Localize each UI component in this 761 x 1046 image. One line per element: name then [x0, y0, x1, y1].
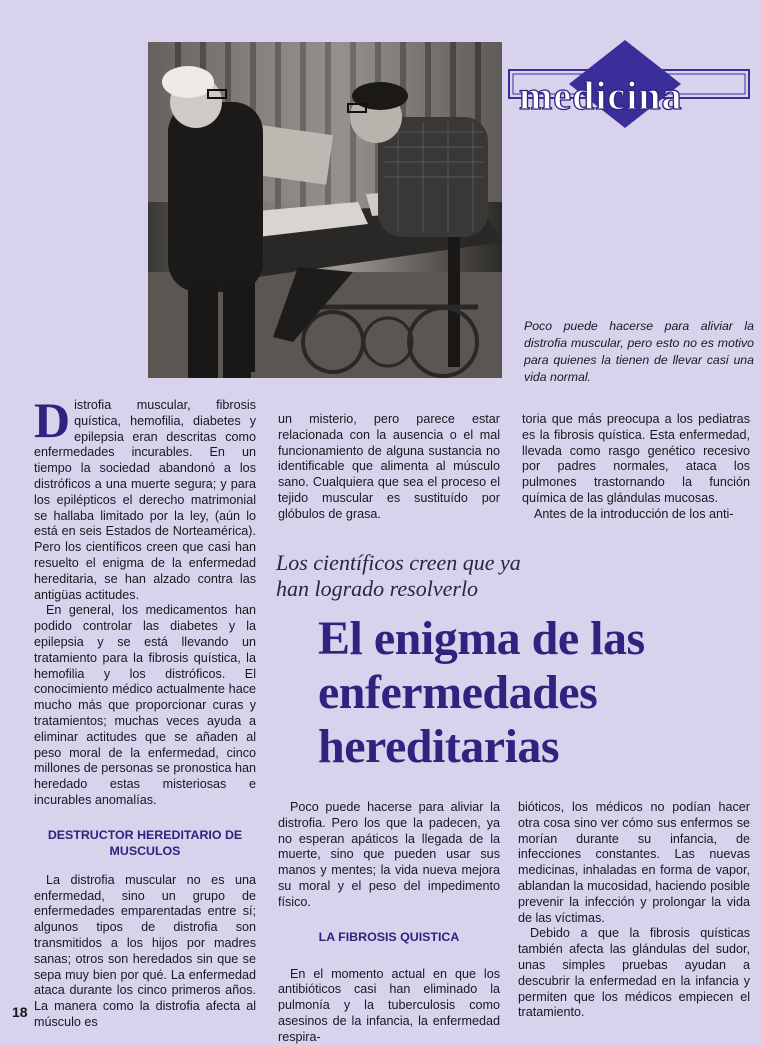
paragraph: un misterio, pero parece estar relacionada con la ausencia o el mal funcionamiento de alguna sustancia no identificable que alimenta al músculo sano. Cualquiera que sea el proceso el tejido muscular es sustituído por glóbulos de grasa. — [278, 412, 500, 521]
headline — [318, 612, 758, 774]
paragraph: bióticos, los médicos no podían hacer otra cosa sino ver cómo sus enfermos se morían durante su infancia, de infecciones constantes. Las nuevas medicinas, inhaladas en forma de vapor, ablandan la mucosidad, haciendo posible prevenir la infección y prolongar la vida de las víctimas. — [518, 800, 750, 925]
column-2-top — [278, 412, 500, 523]
dropcap: D — [34, 392, 71, 448]
headline-line-3: hereditarias — [318, 720, 560, 773]
paragraph: toria que más preocupa a los pediatras es la fibrosis quística. Esta enfermedad, llevada como rasgo genético recesivo por padres normales, ataca los pulmones trastornando la función química de las glándulas mucosas. — [522, 412, 750, 505]
paragraph: En el momento actual en que los antibióticos casi han eliminado la pulmonía y la tuberculosis como asesinos de la infancia, la enfermedad respira- — [278, 966, 500, 1044]
subheading: DESTRUCTOR HEREDITARIO DE MUSCULOS — [47, 827, 243, 858]
headline-line-2: enfermedades — [318, 666, 598, 719]
paragraph: Antes de la introducción de los anti- — [534, 506, 734, 521]
headline-line-1: El enigma de las — [318, 612, 645, 665]
paragraph: Debido a que la fibrosis quísticas también afecta las glándulas del sudor, unas simples pruebas ayudan a descubrir la enfermedad en la infancia y permiten que los médicos empiecen el tratamiento. — [518, 926, 750, 1020]
column-3-bottom — [518, 800, 750, 1021]
column-2-bottom — [278, 800, 500, 1046]
paragraph: La distrofia muscular no es una enfermedad, sino un grupo de enfermedades emparentadas entre sí; algunos tipos de distrofia son transmitidos a los hijos por madres sanas; otros son heredados sin que se sepa muy bien por qué. La enfermedad ataca durante los cinco primeros años. La manera como la distrofia afecta al músculo es — [34, 872, 256, 1029]
paragraph: En general, los medicamentos han podido controlar las diabetes y la epilepsia y se está llevando un tratamiento para la fibrosis quística, la hemofilia y los distróficos. El conocimiento médico actualmente hace mucho más que proporcionar curas y tratamientos; muchas veces ayuda a eliminar actitudes que se añaden al peso moral de la enfermedad, cinco millones de personas se pronostica han heredado estas misteriosas e incurables anomalías. — [34, 603, 256, 807]
article-photo — [148, 42, 502, 378]
paragraph: Poco puede hacerse para aliviar la distrofia. Pero los que la padecen, ya no esperan apáticos la llegada de la muerte, sino que pueden usar sus manos y mentes; la vida nueva mejora su moral y el peso del impedimento físico. — [278, 800, 500, 909]
section-label: medicina — [519, 73, 683, 118]
paragraph-text: istrofia muscular, fibrosis quística, hemofilia, diabetes y epilepsia eran descritas como enfermedades incurables. En un tiempo la sociedad abandonó a los distróficos a una muerte segura; y para los epilépticos el derecho matrimonial se hallaba limitado por la ley, (aún lo está en seis Estados de Norteamérica). Pero los científicos creen que casi han resuelto el enigma de la enfermedad hereditaria, se han alzado contra las antigüas actitudes. — [34, 398, 256, 602]
section-badge — [505, 38, 755, 130]
kicker: Los científicos creen que ya han logrado resolverlo — [276, 550, 521, 601]
subheading: LA FIBROSIS QUISTICA — [318, 929, 460, 944]
intro-paragraph — [34, 392, 256, 603]
page-number: 18 — [12, 1004, 28, 1020]
column-3-top — [522, 412, 750, 523]
column-1 — [34, 392, 256, 1031]
photo-doctors-icon — [148, 42, 502, 378]
photo-caption: Poco puede hacerse para aliviar la distrofia muscular, pero esto no es motivo para quienes la tienen de llevar casi una vida normal. — [524, 319, 754, 384]
